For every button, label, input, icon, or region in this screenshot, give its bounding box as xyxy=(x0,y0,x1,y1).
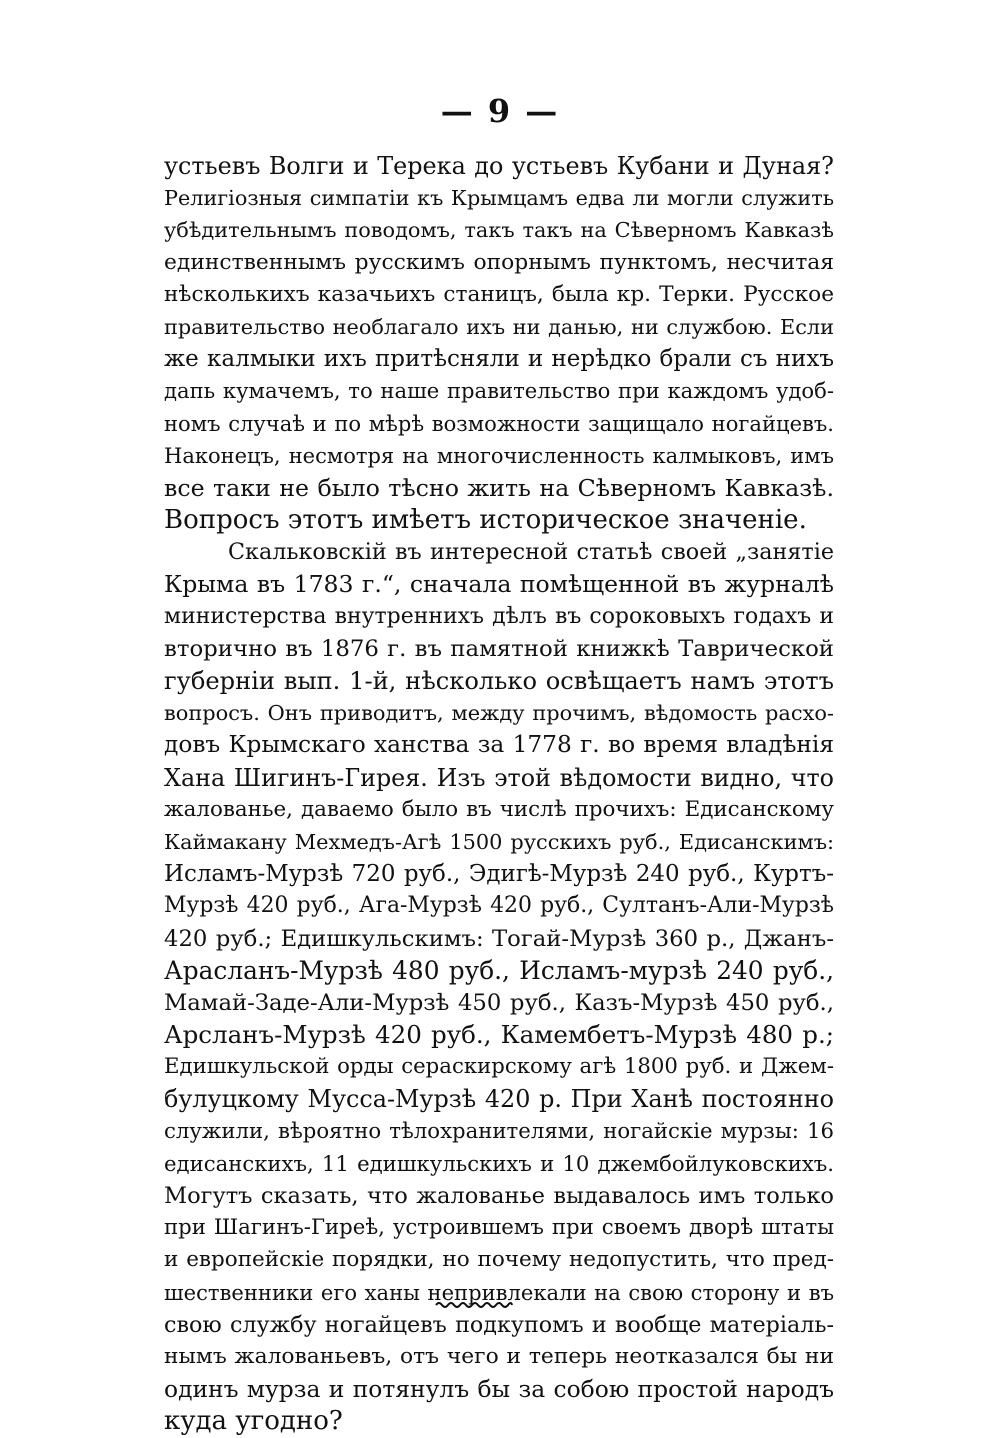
text-line: вопросъ. Онъ приводитъ, между прочимъ, вѣдомость расхо- xyxy=(164,701,834,726)
text-line: свою службу ногайцевъ подкупомъ и вообще матеріаль- xyxy=(164,1311,834,1338)
text-line: жалованье, даваемо было въ числѣ прочихъ: Едисанскому xyxy=(164,796,834,822)
text-line: номъ случаѣ и по мѣрѣ возможности защищало ногайцевъ. xyxy=(164,410,834,436)
text-line: губерніи вып. 1-й, нѣсколько освѣщаетъ намъ этотъ xyxy=(164,667,834,695)
text-line: нымъ жалованьевъ, отъ чего и теперь неотказался бы ни xyxy=(164,1343,834,1369)
text-line: вторично въ 1876 г. въ памятной книжкѣ Таврической xyxy=(164,635,834,662)
text-line: едисанскихъ, 11 едишкульскихъ и 10 джембойлуковскихъ. xyxy=(164,1150,834,1176)
text-line: же калмыки ихъ притѣсняли и нерѣдко брали съ нихъ xyxy=(164,346,834,373)
page-number: — 9 — xyxy=(440,92,560,130)
text-line: Скальковскій въ интересной статьѣ своей „занятіе xyxy=(228,539,834,566)
text-line: Хана Шигинъ-Гирея. Изъ этой вѣдомости видно, что xyxy=(164,763,834,792)
paragraph-1 xyxy=(164,150,834,536)
body-text xyxy=(164,150,834,1438)
wavy-line-ornament xyxy=(434,1298,514,1312)
text-line: одинъ мурза и потянулъ бы за собою простой народъ xyxy=(164,1375,834,1404)
text-line: Каймакану Мехмедъ-Агѣ 1500 русскихъ руб., Едисанскимъ: xyxy=(164,829,834,854)
text-line: устьевъ Волги и Терека до устьевъ Кубани и Дуная? xyxy=(164,152,834,180)
text-line: булуцкому Мусса-Мурзѣ 420 р. При Ханѣ постоянно xyxy=(164,1085,834,1114)
text-line: убѣдительнымъ поводомъ, такъ такъ на Сѣверномъ Кавказѣ xyxy=(164,218,834,243)
text-line: 420 руб.; Едишкульскимъ: Тогай-Мурзѣ 360 р., Джанъ- xyxy=(164,925,834,952)
text-line: служили, вѣроятно тѣлохранителями, ногайскіе мурзы: 16 xyxy=(164,1118,834,1144)
text-line: министерства внутреннихъ дѣлъ въ сороковыхъ годахъ и xyxy=(164,603,834,629)
text-line: правительство необлагало ихъ ни данью, ни службою. Если xyxy=(164,314,834,339)
text-line: Могутъ сказать, что жалованье выдавалось имъ только xyxy=(164,1183,834,1209)
text-line: дапь кумачемъ, то наше правительство при каждомъ удоб- xyxy=(164,378,834,404)
text-line: шественники его ханы непривлекали на свою сторону и въ xyxy=(164,1279,834,1305)
text-line: Религіозныя симпатіи къ Крымцамъ едва ли могли служить xyxy=(164,186,834,211)
text-line: Мурзѣ 420 руб., Ага-Мурзѣ 420 руб., Султанъ-Али-Мурзѣ xyxy=(164,893,834,919)
text-line: куда угодно? xyxy=(164,1406,343,1437)
text-line: Арсланъ-Мурзѣ 420 руб., Камембетъ-Мурзѣ 480 р.; xyxy=(164,1020,834,1050)
text-line: довъ Крымскаго ханства за 1778 г. во время владѣнія xyxy=(164,731,834,759)
text-line: Крыма въ 1783 г.“, сначала помѣщенной въ журналѣ xyxy=(164,570,834,599)
text-line: Исламъ-Мурзѣ 720 руб., Эдигѣ-Мурзѣ 240 руб., Куртъ- xyxy=(164,861,834,888)
text-line: и европейскіе порядки, но почему недопустить, что пред- xyxy=(164,1247,834,1273)
text-line: Мамай-Заде-Али-Мурзѣ 450 руб., Казъ-Мурзѣ 450 руб., xyxy=(164,989,834,1016)
text-line: Наконецъ, несмотря на многочисленность калмыковъ, имъ xyxy=(164,442,834,468)
text-line: единственнымъ русскимъ опорнымъ пунктомъ, несчитая xyxy=(164,249,834,275)
text-line: все таки не было тѣсно жить на Сѣверномъ Кавказѣ. xyxy=(164,473,834,502)
text-line: Едишкульской орды сераскирскому агѣ 1800 руб. и Джем- xyxy=(164,1054,834,1080)
text-line: Вопросъ этотъ имѣетъ историческое значеніе. xyxy=(164,505,807,536)
text-line: при Шагинъ-Гиреѣ, устроившемъ при своемъ дворѣ штаты xyxy=(164,1215,834,1241)
text-line: нѣсколькихъ казачьихъ станицъ, была кр. Терки. Русское xyxy=(164,281,834,307)
text-line: Арасланъ-Мурзѣ 480 руб., Исламъ-мурзѣ 240 руб., xyxy=(164,955,834,985)
